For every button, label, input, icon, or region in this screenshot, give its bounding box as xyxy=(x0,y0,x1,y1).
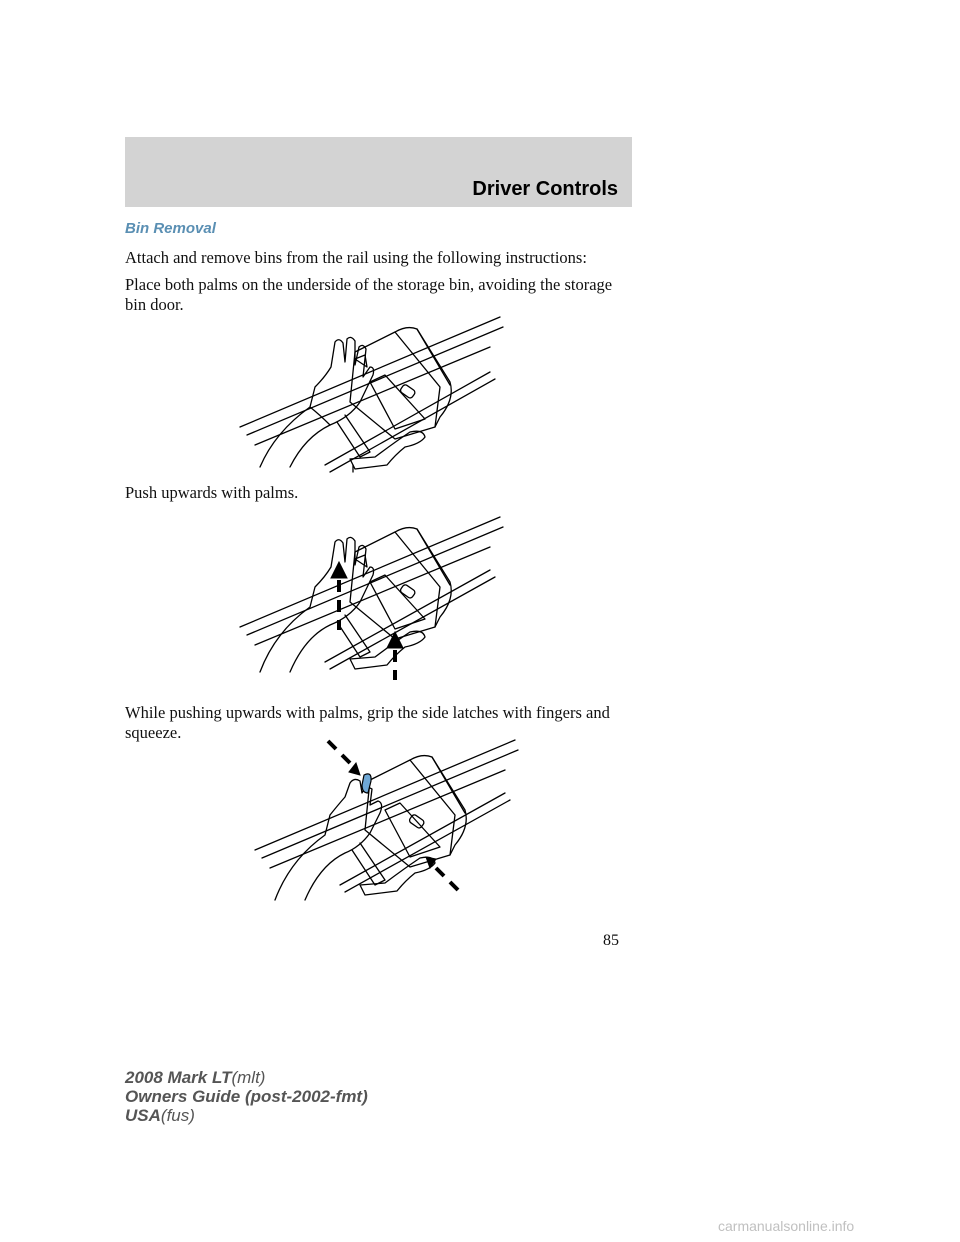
page-title: Driver Controls xyxy=(472,178,618,200)
footer-metadata xyxy=(125,1068,368,1125)
section-heading: Bin Removal xyxy=(125,220,216,237)
instruction-step-1: Place both palms on the underside of the storage bin, avoiding the storage bin door. xyxy=(125,275,613,314)
footer-line-3: USA(fus) xyxy=(125,1106,195,1125)
bin-push-up-arrows-illustration xyxy=(235,512,505,682)
instruction-intro: Attach and remove bins from the rail using the following instructions: xyxy=(125,248,587,267)
header-band xyxy=(125,137,632,207)
bin-squeeze-latches-illustration xyxy=(250,735,520,905)
bin-hands-illustration xyxy=(235,307,505,477)
page-number: 85 xyxy=(603,932,619,949)
instruction-step-2: Push upwards with palms. xyxy=(125,483,299,502)
watermark: carmanualsonline.info xyxy=(718,1218,855,1234)
footer-line-1: 2008 Mark LT(mlt) xyxy=(125,1068,266,1087)
instruction-step-3: While pushing upwards with palms, grip the side latches with fingers and squeeze. xyxy=(125,703,610,742)
footer-line-2: Owners Guide (post-2002-fmt) xyxy=(125,1087,368,1106)
side-latch-highlight xyxy=(362,774,371,793)
